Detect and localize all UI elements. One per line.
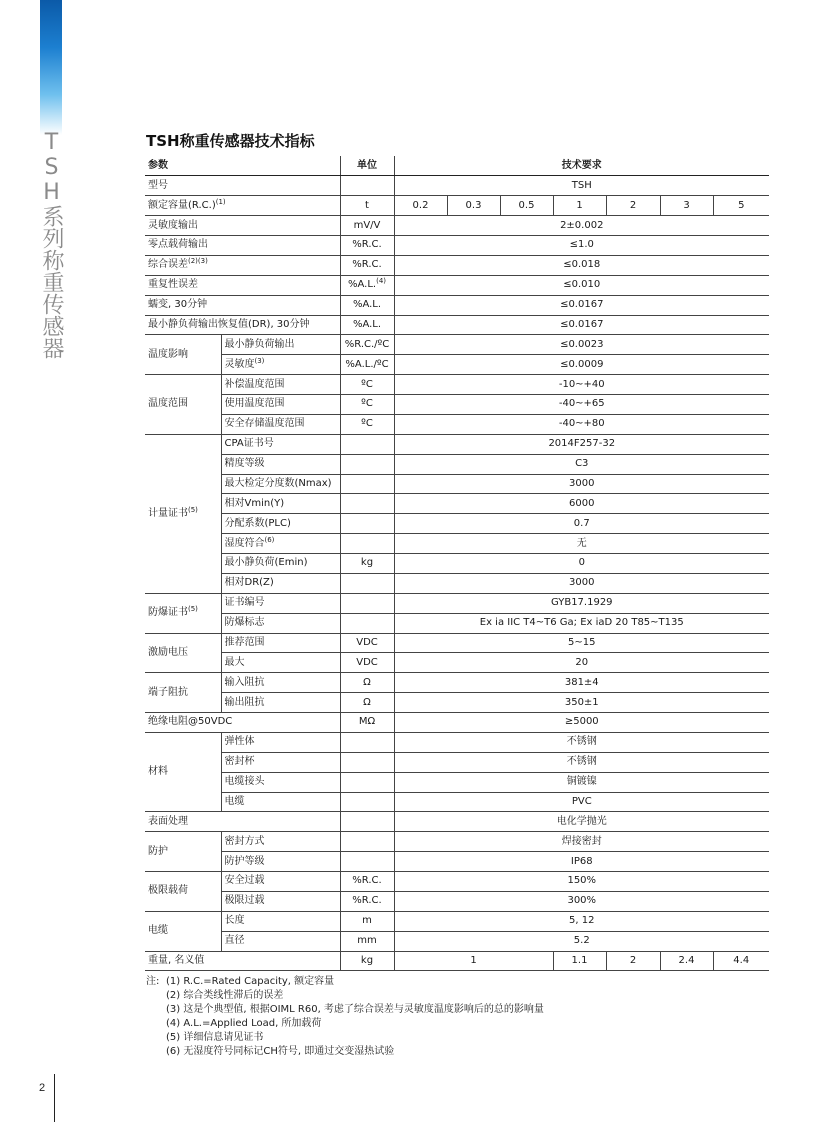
row-value: 300% [394,891,769,911]
row-label [145,255,340,275]
table-row [145,911,769,931]
capacity-cell: 0.5 [500,196,553,216]
footnote-text: (2) 综合类线性滞后的误差 [166,990,284,1001]
row-label: 防爆标志 [221,613,340,633]
table-row [145,176,769,196]
row-unit: %A.L./ºC [340,355,394,375]
row-unit [340,573,394,593]
row-value: 0.7 [394,514,769,534]
table-row [145,236,769,256]
weight-cell: 2 [606,951,660,971]
row-value: 20 [394,653,769,673]
table-row [145,534,769,554]
row-unit: mm [340,931,394,951]
row-value: 0 [394,554,769,574]
table-row [145,931,769,951]
note-ref: (2)(3) [188,257,208,266]
row-label: 密封方式 [221,832,340,852]
row-unit: kg [340,951,394,971]
row-unit [340,852,394,872]
row-value: 6000 [394,494,769,514]
row-label: 表面处理 [145,812,340,832]
table-row [145,216,769,236]
row-unit [340,474,394,494]
table-row [145,852,769,872]
row-label: 补偿温度范围 [221,375,340,395]
weight-cell: 4.4 [713,951,769,971]
table-row [145,454,769,474]
row-label: 直径 [221,931,340,951]
row-unit: ºC [340,414,394,434]
row-value: 无 [394,534,769,554]
side-accent-bar [40,0,62,135]
page-title: TSH称重传感器技术指标 [146,132,315,150]
page-number: 2 [39,1082,46,1094]
row-value: 铜镀镍 [394,772,769,792]
row-unit: %R.C./ºC [340,335,394,355]
table-row [145,951,769,971]
table-row [145,792,769,812]
row-unit [340,613,394,633]
table-row [145,613,769,633]
row-label [145,196,340,216]
row-unit [340,434,394,454]
row-value: 2±0.002 [394,216,769,236]
row-value: 2014F257-32 [394,434,769,454]
label-text: 计量证书 [148,507,188,519]
row-unit: %R.C. [340,891,394,911]
row-value: ≤0.0167 [394,315,769,335]
footnote-text: (4) A.L.=Applied Load, 所加载荷 [166,1018,322,1029]
row-value: ≤0.0023 [394,335,769,355]
row-label: 绝缘电阻@50VDC [145,713,340,733]
row-unit: ºC [340,395,394,415]
row-label: 分配系数(PLC) [221,514,340,534]
footnote-text: (5) 详细信息请见证书 [166,1032,264,1043]
page-divider [54,1074,55,1122]
row-label: 安全存储温度范围 [221,414,340,434]
row-value: 350±1 [394,693,769,713]
row-label: 输出阻抗 [221,693,340,713]
capacity-cell: 0.2 [394,196,447,216]
row-label: CPA证书号 [221,434,340,454]
row-unit: %R.C. [340,236,394,256]
row-value: ≤0.0167 [394,295,769,315]
row-value: IP68 [394,852,769,872]
footnote [146,1017,544,1031]
row-value: 3000 [394,573,769,593]
table-row [145,355,769,375]
row-label: 安全过载 [221,872,340,892]
table-row [145,832,769,852]
table-row [145,554,769,574]
label-text: 灵敏度 [224,358,255,370]
header-unit: 单位 [340,156,394,176]
group-label: 温度范围 [145,375,221,435]
table-row [145,752,769,772]
row-unit [340,514,394,534]
table-row [145,812,769,832]
group-label: 电缆 [145,911,221,951]
side-section-title: TSH系列称重传感器 [39,130,64,359]
row-unit: %A.L. [340,315,394,335]
row-label: 电缆 [221,792,340,812]
capacity-cell: 1 [553,196,606,216]
group-label: 极限载荷 [145,872,221,912]
weight-cell: 1.1 [553,951,606,971]
table-row [145,196,769,216]
row-label: 重复性误差 [145,275,340,295]
row-value: 电化学抛光 [394,812,769,832]
row-label: 使用温度范围 [221,395,340,415]
row-unit: mV/V [340,216,394,236]
row-label: 零点载荷输出 [145,236,340,256]
footnote [146,975,544,989]
group-label: 激励电压 [145,633,221,673]
footnote-indent [146,1045,166,1059]
row-label: 相对Vmin(Y) [221,494,340,514]
row-value: Ex ia IIC T4~T6 Ga; Ex iaD 20 T85~T135 [394,613,769,633]
label-text: 综合误差 [148,259,188,271]
group-label: 端子阻抗 [145,673,221,713]
row-value: ≤0.018 [394,255,769,275]
table-row [145,673,769,693]
row-unit: Ω [340,693,394,713]
header-requirement: 技术要求 [394,156,769,176]
note-ref: (3) [254,356,265,365]
row-unit: %R.C. [340,872,394,892]
row-unit: VDC [340,633,394,653]
row-value: PVC [394,792,769,812]
row-unit [340,593,394,613]
footnote-text: (1) R.C.=Rated Capacity, 额定容量 [166,976,335,987]
row-label: 最小静负荷输出恢复值(DR), 30分钟 [145,315,340,335]
row-label: 型号 [145,176,340,196]
weight-cell: 1 [394,951,553,971]
row-value: ≤0.010 [394,275,769,295]
table-row [145,474,769,494]
table-row [145,891,769,911]
table-row [145,414,769,434]
group-label: 材料 [145,732,221,812]
footnote-lead: 注: [146,976,160,987]
row-unit [340,454,394,474]
row-value: 不锈钢 [394,752,769,772]
row-unit: Ω [340,673,394,693]
footnote [146,1003,544,1017]
note-ref: (6) [264,535,275,544]
row-label: 防护等级 [221,852,340,872]
row-unit [340,732,394,752]
note-ref: (1) [215,197,226,206]
footnote-text: (3) 这是个典型值, 根据OIML R60, 考虑了综合误差与灵敏度温度影响后的总的影响量 [166,1004,544,1015]
row-label: 推荐范围 [221,633,340,653]
capacity-cell: 2 [606,196,660,216]
row-label: 蠕变, 30分钟 [145,295,340,315]
row-value: 150% [394,872,769,892]
row-value: 焊接密封 [394,832,769,852]
table-row [145,395,769,415]
table-row [145,315,769,335]
table-header-row [145,156,769,176]
note-ref: (5) [188,605,198,614]
row-unit: t [340,196,394,216]
row-label: 密封杯 [221,752,340,772]
row-label: 重量, 名义值 [145,951,340,971]
table-row [145,693,769,713]
row-label: 精度等级 [221,454,340,474]
row-value: 3000 [394,474,769,494]
row-value: ≤1.0 [394,236,769,256]
capacity-cell: 5 [713,196,769,216]
row-label: 最小静负荷(Emin) [221,554,340,574]
note-ref: (5) [188,505,198,514]
row-value: 5~15 [394,633,769,653]
row-unit [340,176,394,196]
table-row [145,872,769,892]
row-value: -40~+80 [394,414,769,434]
spec-table [145,156,769,971]
row-unit [340,812,394,832]
table-row [145,275,769,295]
row-value: -40~+65 [394,395,769,415]
table-row [145,494,769,514]
row-label [221,534,340,554]
weight-cell: 2.4 [660,951,713,971]
group-label: 防护 [145,832,221,872]
row-unit: %R.C. [340,255,394,275]
footnote [146,1031,544,1045]
row-value: 5, 12 [394,911,769,931]
row-unit: kg [340,554,394,574]
row-unit [340,275,394,295]
row-unit [340,832,394,852]
row-label: 极限过载 [221,891,340,911]
row-label: 灵敏度输出 [145,216,340,236]
group-label [145,593,221,633]
table-row [145,514,769,534]
row-label: 最小静负荷输出 [221,335,340,355]
table-row [145,593,769,613]
group-label: 温度影响 [145,335,221,375]
label-text: 额定容量(R.C.) [148,199,216,211]
row-unit: %A.L. [340,295,394,315]
table-row [145,434,769,454]
row-label: 输入阻抗 [221,673,340,693]
table-row [145,633,769,653]
group-label [145,434,221,593]
footnote-indent [146,989,166,1003]
table-row [145,713,769,733]
row-label: 电缆接头 [221,772,340,792]
row-unit: MΩ [340,713,394,733]
label-text: 湿度符合 [224,537,265,549]
row-label: 最大 [221,653,340,673]
note-ref: (4) [376,277,387,286]
table-row [145,295,769,315]
row-value: ≥5000 [394,713,769,733]
table-row [145,335,769,355]
row-label: 长度 [221,911,340,931]
row-value: ≤0.0009 [394,355,769,375]
row-label: 最大检定分度数(Nmax) [221,474,340,494]
row-unit [340,772,394,792]
header-param: 参数 [145,156,340,176]
footnote [146,989,544,1003]
table-row [145,732,769,752]
row-value: -10~+40 [394,375,769,395]
footnote-indent [146,1031,166,1045]
capacity-cell: 0.3 [447,196,500,216]
row-value: 381±4 [394,673,769,693]
footnote [146,1045,544,1059]
footnote-text: (6) 无湿度符号同标记CH符号, 即通过交变湿热试验 [166,1046,395,1057]
row-label: 相对DR(Z) [221,573,340,593]
label-text: 防爆证书 [148,607,188,619]
table-row [145,255,769,275]
row-value: GYB17.1929 [394,593,769,613]
row-unit: VDC [340,653,394,673]
row-value: C3 [394,454,769,474]
row-label [221,355,340,375]
row-value: TSH [394,176,769,196]
capacity-cell: 3 [660,196,713,216]
row-label: 弹性体 [221,732,340,752]
row-label: 证书编号 [221,593,340,613]
footnotes [146,975,544,1059]
row-unit [340,792,394,812]
row-unit: ºC [340,375,394,395]
row-value: 不锈钢 [394,732,769,752]
table-row [145,573,769,593]
row-value: 5.2 [394,931,769,951]
unit-text: %A.L. [347,279,377,291]
table-row [145,375,769,395]
row-unit [340,494,394,514]
row-unit: m [340,911,394,931]
footnote-indent [146,1003,166,1017]
row-unit [340,752,394,772]
row-unit [340,534,394,554]
footnote-indent [146,1017,166,1031]
table-row [145,772,769,792]
table-row [145,653,769,673]
